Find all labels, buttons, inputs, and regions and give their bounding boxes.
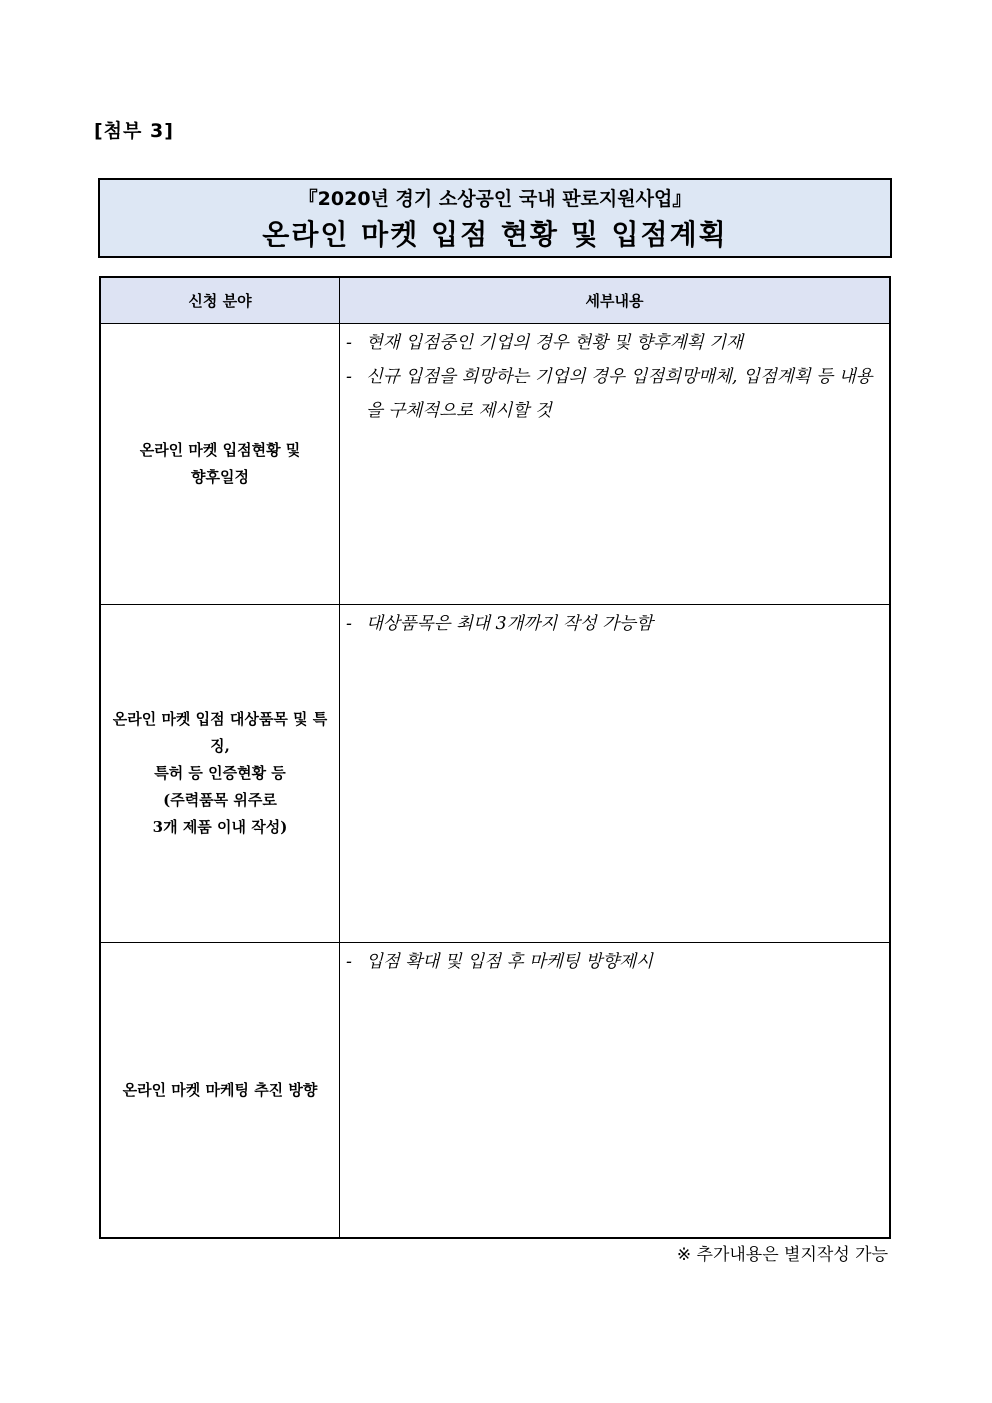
- table-row: [100, 324, 890, 605]
- detail-bullet: [346, 945, 885, 979]
- bullet-dash: -: [346, 333, 352, 353]
- bullet-dash: -: [346, 952, 352, 972]
- category-line: 특허 등 인증현황 등: [154, 764, 286, 782]
- detail-cell[interactable]: [340, 943, 891, 1239]
- detail-bullet: [346, 607, 885, 641]
- title-box: [98, 178, 892, 258]
- bullet-dash: -: [346, 367, 352, 387]
- header-details: 세부내용: [340, 277, 891, 324]
- plan-table: [99, 276, 891, 1239]
- detail-text: 입점 확대 및 입점 후 마케팅 방향제시: [366, 952, 653, 972]
- document-title: 온라인 마켓 입점 현황 및 입점계획: [262, 218, 728, 251]
- detail-bullet: [346, 360, 885, 428]
- category-line: 온라인 마켓 입점 대상품목 및 특징,: [112, 710, 328, 755]
- detail-text: 대상품목은 최대 3개까지 작성 가능함: [366, 614, 653, 634]
- program-title: 『2020년 경기 소상공인 국내 판로지원사업』: [298, 188, 692, 210]
- bullet-dash: -: [346, 614, 352, 634]
- category-cell: [100, 324, 340, 605]
- category-line: 온라인 마켓 마케팅 추진 방향: [122, 1080, 318, 1099]
- header-category: 신청 분야: [100, 277, 340, 324]
- detail-text: 현재 입점중인 기업의 경우 현황 및 향후계획 기재: [366, 333, 744, 353]
- category-line: 3개 제품 이내 작성): [152, 818, 288, 836]
- table-header-row: [100, 277, 890, 324]
- detail-bullet: [346, 326, 885, 360]
- detail-cell[interactable]: [340, 324, 891, 605]
- table-row: [100, 605, 890, 943]
- category-line: (주력품목 위주로: [163, 791, 277, 809]
- category-line: 향후일정: [191, 468, 249, 486]
- category-cell: [100, 943, 340, 1239]
- category-line: 온라인 마켓 입점현황 및: [139, 441, 301, 459]
- footnote: ※ 추가내용은 별지작성 가능: [676, 1245, 888, 1265]
- detail-text: 신규 입점을 희망하는 기업의 경우 입점희망매체, 입점계획 등 내용을 구체적으로 제시할 것: [366, 367, 873, 421]
- detail-cell[interactable]: [340, 605, 891, 943]
- category-cell: [100, 605, 340, 943]
- attachment-label: [첨부 3]: [94, 120, 174, 142]
- table-row: [100, 943, 890, 1239]
